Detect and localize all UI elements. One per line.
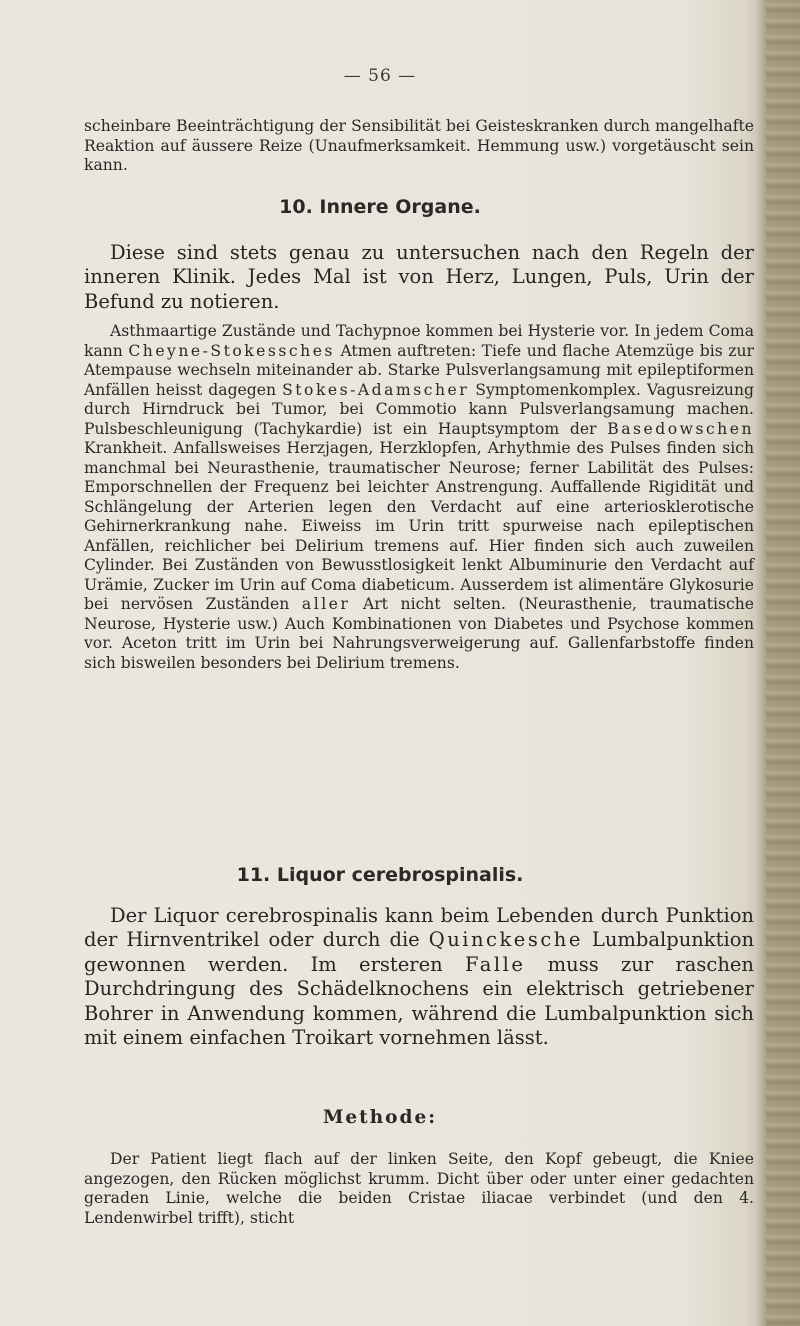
methode-paragraph: Der Patient liegt flach auf der linken Seite, den Kopf gebeugt, die Kniee angezogen, den Rücken möglichst krumm. Dicht über oder unter einer gedachten geraden Linie, welche die beiden Cristae iliacae verbindet (und den 4. Lendenwirbel trifft), sticht bbox=[84, 1150, 754, 1227]
page-number: — 56 — bbox=[343, 66, 417, 86]
section-body-innere-organe bbox=[84, 322, 754, 673]
lead-text: Lumbalpunktion gewonnen werden. Im ersteren bbox=[84, 928, 754, 976]
body-text: Atmen auftreten: Tiefe und flache Atemzüge bis zur Atempause wechseln miteinander ab. Starke Pulsverlangsamung mit epileptiformen Anfällen heisst dagegen bbox=[84, 341, 754, 399]
eponym-cheyne-stokes: Cheyne-Stokessches bbox=[128, 341, 335, 360]
section-lead-liquor bbox=[84, 904, 754, 1050]
section-lead-innere-organe: Diese sind stets genau zu untersuchen nach den Regeln der inneren Klinik. Jedes Mal ist von Herz, Lungen, Puls, Urin der Befund zu notieren. bbox=[84, 241, 754, 313]
lead-text: muss zur raschen Durchdringung des Schädelknochens ein elektrisch getriebener Bohrer in Anwendung kommen, während die Lumbalpunktion sich mit einem einfachen Troikart vornehmen lässt. bbox=[84, 952, 754, 1050]
emphasis-aller: aller bbox=[301, 595, 351, 613]
body-text: Art nicht selten. (Neurasthenie, traumatische Neurose, Hysterie usw.) Auch Kombinationen von Diabetes und Psychose kommen vor. Aceton tritt im Urin bei Nahrungsverweigerung auf. Gallenfarbstoffe finden sich bisweilen besonders bei Delirium tremens. bbox=[84, 595, 754, 672]
eponym-basedow: Basedowschen bbox=[607, 419, 754, 438]
emphasis-falle: Falle bbox=[465, 952, 526, 976]
eponym-quincke: Quinckesche bbox=[428, 928, 583, 952]
body-text: Symptomenkomplex. Vagusreizung durch Hirndruck bei Tumor, bei Commotio kann Pulsverlangsamung machen. Pulsbeschleunigung (Tachykardie) ist ein Hauptsymptom der bbox=[84, 380, 754, 438]
lead-text: Der Liquor cerebrospinalis kann beim Lebenden durch Punktion der Hirnventrikel oder durch die bbox=[84, 904, 754, 952]
body-text: Krankheit. Anfallsweises Herzjagen, Herzklopfen, Arhythmie des Pulses finden sich manchmal bei Neurasthenie, traumatischer Neurose; ferner Labilität des Pulses: Emporschnellen der Frequenz bei leichter Anstrengung. Auffallende Rigidität und Schlängelung der Arterien legen den Verdacht auf eine arteriosklerotische Gehirnerkrankung nahe. Eiweiss im Urin tritt spurweise nach epileptischen Anfällen, reichlicher bei Delirium tremens auf. Hier finden sich auch zuweilen Cylinder. Bei Zuständen von Bewusstlosigkeit lenkt Albuminurie den Verdacht auf Urämie, Zucker im Urin auf Coma diabeticum. Ausserdem ist alimentäre Glykosurie bei nervösen Zuständen bbox=[84, 439, 754, 613]
body-text: Asthmaartige Zustände und Tachypnoe kommen bei Hysterie vor. In jedem Coma kann bbox=[84, 322, 754, 360]
section-heading-innere-organe: 10. Innere Organe. bbox=[279, 196, 481, 218]
subheading-methode: Methode: bbox=[322, 1107, 438, 1128]
intro-paragraph: scheinbare Beeinträchtigung der Sensibilität bei Geisteskranken durch mangelhafte Reaktion auf äussere Reize (Unaufmerksamkeit. Hemmung usw.) vorgetäuscht sein kann. bbox=[84, 117, 754, 174]
section-heading-liquor: 11. Liquor cerebrospinalis. bbox=[236, 864, 524, 886]
page-binding-edge bbox=[766, 0, 800, 1326]
eponym-stokes-adams: Stokes-Adamscher bbox=[282, 380, 470, 399]
